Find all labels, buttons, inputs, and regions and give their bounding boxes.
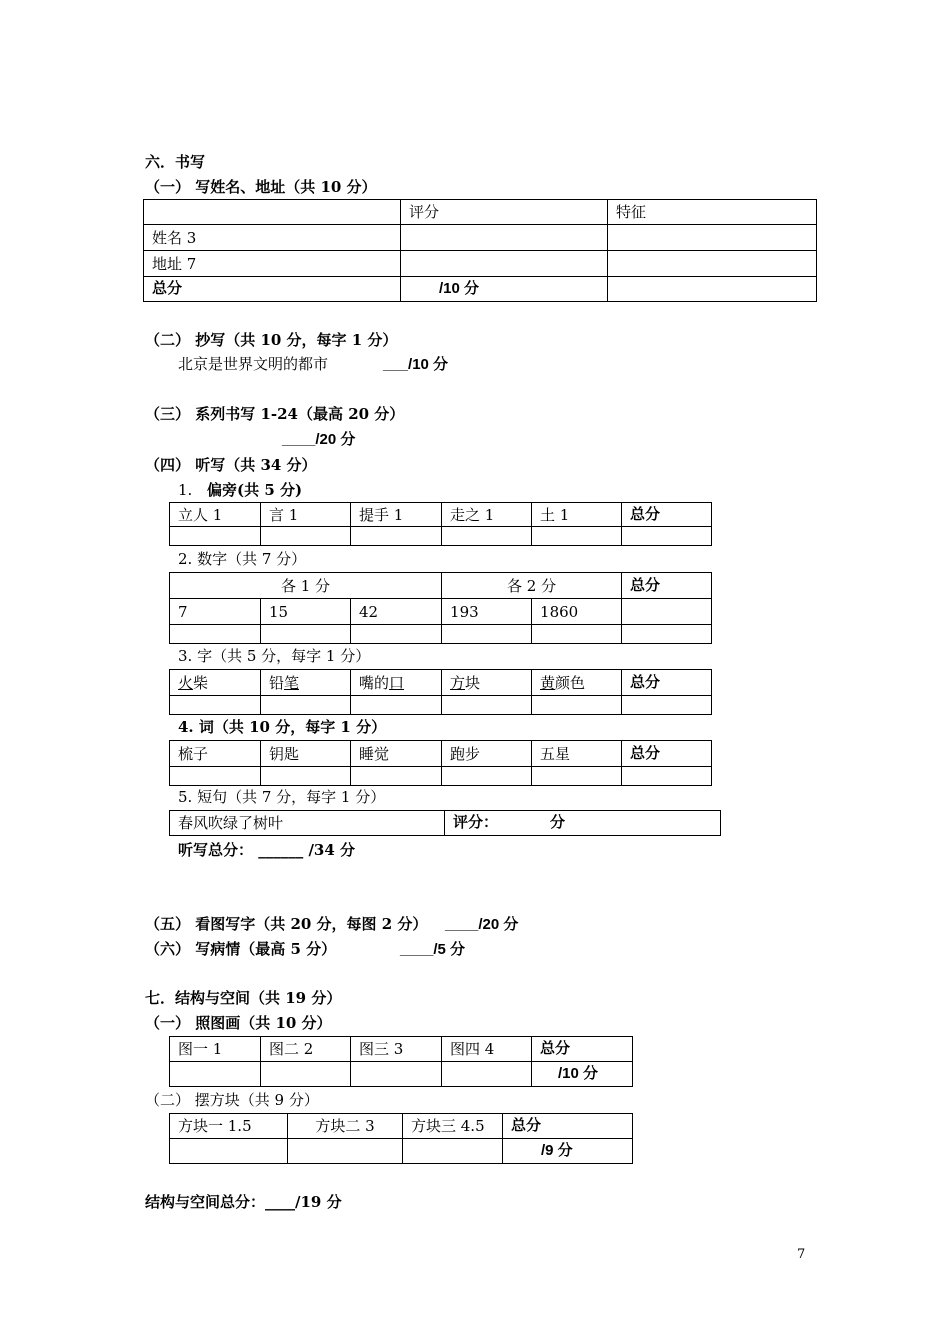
- table-cell: 方块二 3: [288, 1114, 403, 1139]
- section-7-heading: 七．结构与空间（共 19 分）: [145, 989, 342, 1007]
- answer-cell: [351, 767, 442, 786]
- numbers-table: [169, 572, 712, 644]
- total-value: /9 分: [503, 1139, 633, 1164]
- table-cell: 立人 1: [170, 503, 261, 527]
- table-cell: 地址 7: [144, 251, 401, 277]
- answer-cell: [442, 625, 532, 644]
- drawing-table: [169, 1036, 633, 1087]
- answer-cell: [261, 767, 351, 786]
- copy-score-blank: ___/10 分: [383, 356, 449, 373]
- table-cell: 走之 1: [442, 503, 532, 527]
- table-header-cell: [144, 200, 401, 225]
- answer-cell: [288, 1139, 403, 1164]
- sentence-cell: 春风吹绿了树叶: [170, 811, 445, 836]
- words-table: [169, 740, 712, 786]
- answer-cell: [170, 1139, 288, 1164]
- series-score-blank: ____/20 分: [282, 431, 356, 448]
- table-cell: [401, 251, 608, 277]
- part-2-heading: （二） 抄写（共 10 分，每字 1 分）: [145, 331, 398, 349]
- table-cell: 图一 1: [170, 1037, 261, 1062]
- total-label: 总分: [622, 670, 712, 696]
- q1-title: 偏旁(共 5 分): [207, 481, 303, 499]
- table-cell: [608, 251, 817, 277]
- copy-text: 北京是世界文明的都市: [178, 355, 329, 373]
- table-cell: 铅笔: [261, 670, 351, 696]
- part-1-heading: （一） 写姓名、地址（共 10 分）: [145, 178, 377, 196]
- characters-table: [169, 669, 712, 715]
- part-5-heading: （五） 看图写字（共 20 分，每图 2 分）: [145, 915, 428, 933]
- section-7-total: 结构与空间总分：____/19 分: [145, 1193, 342, 1211]
- table-cell: 梳子: [170, 741, 261, 767]
- table-header-cell: 特征: [608, 200, 817, 225]
- table-cell: 图二 2: [261, 1037, 351, 1062]
- table-cell: 图四 4: [442, 1037, 532, 1062]
- total-label: 总分: [532, 1037, 633, 1062]
- answer-cell: [261, 625, 351, 644]
- answer-cell: [622, 767, 712, 786]
- answer-cell: [532, 527, 622, 546]
- part-6-heading: （六） 写病情（最高 5 分）: [145, 940, 337, 958]
- answer-cell: [170, 527, 261, 546]
- answer-cell: [170, 767, 261, 786]
- q3-title: 3. 字（共 5 分，每字 1 分）: [178, 647, 371, 665]
- table-cell: 7: [170, 599, 261, 625]
- radicals-table: [169, 502, 712, 546]
- table-cell: 言 1: [261, 503, 351, 527]
- answer-cell: [622, 625, 712, 644]
- answer-cell: [532, 625, 622, 644]
- table-cell: 42: [351, 599, 442, 625]
- dictation-total: 听写总分： ______ /34 分: [178, 841, 356, 859]
- table-cell: [608, 225, 817, 251]
- table-cell: 方块: [442, 670, 532, 696]
- total-label: 总分: [622, 741, 712, 767]
- answer-cell: [532, 767, 622, 786]
- table-cell: 嘴的口: [351, 670, 442, 696]
- answer-cell: [261, 696, 351, 715]
- table-cell: 方块一 1.5: [170, 1114, 288, 1139]
- group-1-header: 各 1 分: [170, 573, 442, 599]
- table-cell: 193: [442, 599, 532, 625]
- answer-cell: [261, 527, 351, 546]
- answer-cell: [403, 1139, 503, 1164]
- answer-cell: [622, 696, 712, 715]
- table-cell: 姓名 3: [144, 225, 401, 251]
- table-cell: 图三 3: [351, 1037, 442, 1062]
- table-cell: 钥匙: [261, 741, 351, 767]
- table-cell: [608, 277, 817, 302]
- total-label: 总分: [622, 573, 712, 599]
- q2-title: 2. 数字（共 7 分）: [178, 550, 307, 568]
- table-cell: 黄颜色: [532, 670, 622, 696]
- answer-cell: [442, 767, 532, 786]
- table-cell: 方块三 4.5: [403, 1114, 503, 1139]
- table-cell: 五星: [532, 741, 622, 767]
- table-cell: 1860: [532, 599, 622, 625]
- table-cell: 火柴: [170, 670, 261, 696]
- answer-cell: [442, 527, 532, 546]
- total-value: /10 分: [532, 1062, 633, 1087]
- page-number: 7: [797, 1247, 806, 1262]
- answer-cell: [170, 1062, 261, 1087]
- q4-title: 4. 词（共 10 分，每字 1 分）: [178, 718, 387, 736]
- section-7-part-2-heading: （二） 摆方块（共 9 分）: [145, 1091, 319, 1109]
- table-header-cell: 评分: [401, 200, 608, 225]
- table-cell: 15: [261, 599, 351, 625]
- answer-cell: [442, 696, 532, 715]
- table-cell: 土 1: [532, 503, 622, 527]
- answer-cell: [351, 1062, 442, 1087]
- answer-cell: [170, 696, 261, 715]
- answer-cell: [261, 1062, 351, 1087]
- total-label: 总分: [503, 1114, 633, 1139]
- answer-cell: [442, 1062, 532, 1087]
- total-value: /10 分: [401, 277, 608, 302]
- group-2-header: 各 2 分: [442, 573, 622, 599]
- table-cell: 提手 1: [351, 503, 442, 527]
- total-label: 总分: [144, 277, 401, 302]
- table-cell: [622, 599, 712, 625]
- answer-cell: [351, 625, 442, 644]
- total-label: 总分: [622, 503, 712, 527]
- section-7-part-1-heading: （一） 照图画（共 10 分）: [145, 1014, 332, 1032]
- section-6-heading: 六．书写: [145, 153, 206, 171]
- table-cell: [401, 225, 608, 251]
- table-cell: 睡觉: [351, 741, 442, 767]
- part-4-heading: （四） 听写（共 34 分）: [145, 456, 317, 474]
- score-cell: 评分： 分: [445, 811, 721, 836]
- q5-title: 5. 短句（共 7 分，每字 1 分）: [178, 788, 386, 806]
- illness-score-blank: ____/5 分: [400, 941, 466, 958]
- part-3-heading: （三） 系列书写 1-24（最高 20 分）: [145, 405, 405, 423]
- answer-cell: [351, 527, 442, 546]
- answer-cell: [622, 527, 712, 546]
- answer-cell: [532, 696, 622, 715]
- sentence-table: [169, 810, 721, 836]
- answer-cell: [351, 696, 442, 715]
- blocks-table: [169, 1113, 633, 1164]
- name-address-table: [143, 199, 817, 302]
- q1-number: 1.: [178, 481, 193, 499]
- answer-cell: [170, 625, 261, 644]
- picture-score-blank: ____/20 分: [445, 916, 519, 933]
- table-cell: 跑步: [442, 741, 532, 767]
